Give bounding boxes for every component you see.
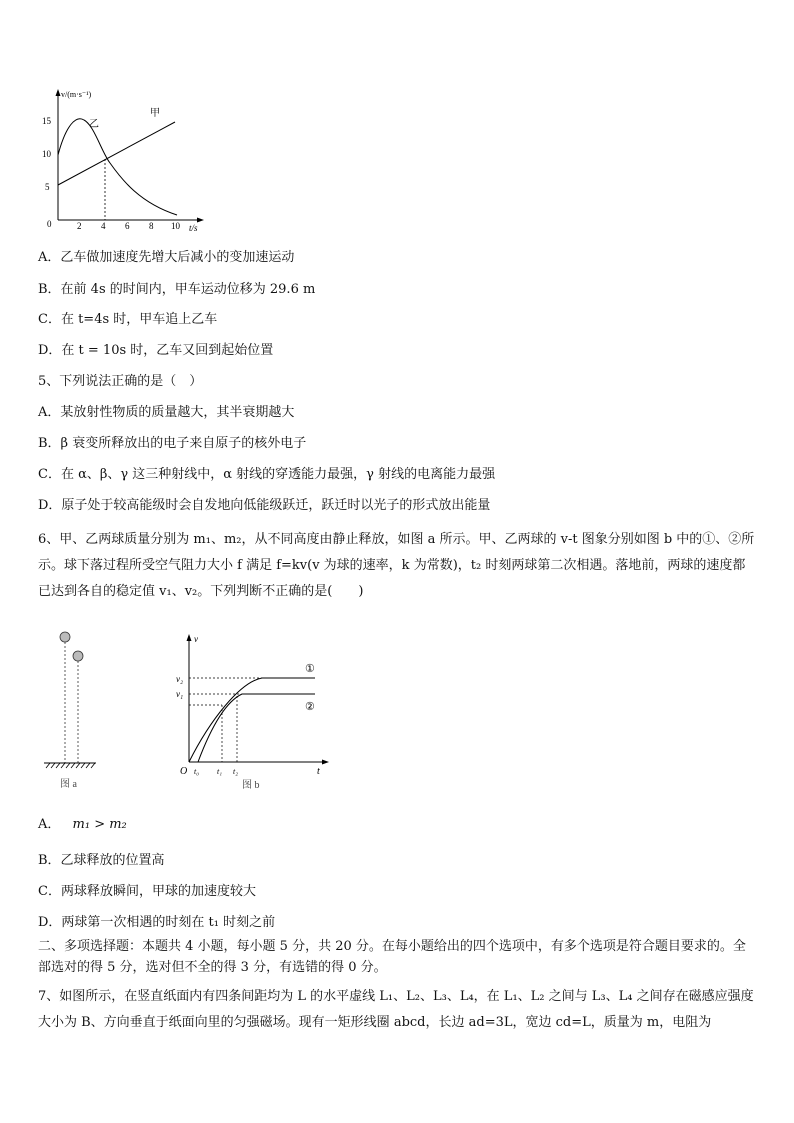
x-axis-label: t [317, 766, 320, 777]
q5-option-b: B．β 衰变所释放出的电子来自原子的核外电子 [38, 436, 307, 451]
y-axis-arrow [187, 634, 192, 641]
t1-label: t₁ [217, 767, 223, 776]
q4-option-b: B．在前 4s 的时间内，甲车运动位移为 29.6 m [38, 282, 316, 297]
x-axis-arrow [322, 760, 329, 765]
q5-option-a: A．某放射性物质的质量越大，其半衰期越大 [38, 405, 295, 420]
y-tick-label: 0 [47, 219, 52, 229]
q6-option-c: C．两球释放瞬间，甲球的加速度较大 [38, 884, 256, 899]
q5-option-c: C．在 α、β、γ 这三种射线中，α 射线的穿透能力最强，γ 射线的电离能力最强 [38, 467, 496, 482]
y-axis-arrow [56, 89, 61, 96]
ball-yi [73, 651, 83, 661]
v1-label: v₁ [176, 689, 184, 699]
x-tick-label: 8 [149, 221, 154, 231]
y-axis-label: v [194, 634, 198, 644]
q4-option-a: A．乙车做加速度先增大后减小的变加速运动 [38, 250, 295, 265]
y-axis-label: v/(m·s⁻¹) [61, 90, 92, 99]
figure-a [40, 625, 100, 795]
vt-graph-jia-yi [30, 85, 210, 235]
x-tick-label: 4 [101, 221, 106, 231]
section-2-heading: 二、多项选择题：本题共 4 小题，每小题 5 分，共 20 分。在每小题给出的四个选项中，有多个选项是符合题目要求的。全部选对的得 5 分，选对但不全的得 3 分，有选错的得 0 分。 [38, 939, 746, 975]
q6-option-a [38, 816, 127, 834]
q6-option-a-letter: A． [38, 817, 61, 832]
q5-stem: 5、下列说法正确的是（ ） [38, 374, 203, 389]
curve-label-yi: 乙 [89, 119, 99, 130]
origin-label: O [180, 766, 188, 777]
y-tick-label: 15 [42, 116, 51, 126]
q5-option-d: D．原子处于较高能级时会自发地向低能级跃迁，跃迁时以光子的形式放出能量 [38, 498, 491, 513]
curve-2-label: ② [305, 701, 315, 713]
q6-option-d: D．两球第一次相遇的时刻在 t₁ 时刻之前 [38, 915, 276, 930]
t2-label: t₂ [233, 767, 239, 776]
curve-label-jia: 甲 [150, 108, 160, 119]
figure-b [170, 630, 340, 795]
ball-jia [60, 632, 70, 642]
y-tick-label: 5 [45, 182, 50, 192]
x-axis-arrow [197, 218, 204, 223]
v2-label: v₂ [176, 674, 184, 684]
t0-label: t₀ [194, 767, 200, 776]
x-tick-label: 6 [125, 221, 130, 231]
curve-yi [58, 119, 177, 215]
y-tick-label: 10 [42, 149, 51, 159]
q7-stem: 7、如图所示，在竖直纸面内有四条间距均为 L 的水平虚线 L₁、L₂、L₃、L₄，在 L₁、L₂ 之间与 L₃、L₄ 之间存在磁感应强度大小为 B、方向垂直于纸面向里的匀强磁场。现有一矩形线圈 abcd，长边 ad=3L，宽边 cd=L，质量为 m，电阻为 [38, 989, 754, 1030]
q4-option-c: C．在 t=4s 时，甲车追上乙车 [38, 312, 218, 327]
curve-1-label: ① [305, 663, 315, 675]
q6-stem: 6、甲、乙两球质量分别为 m₁、m₂，从不同高度由静止释放，如图 a 所示。甲、乙两球的 v-t 图象分别如图 b 中的①、②所示。球下落过程所受空气阻力大小 f 满足 f=kv(v 为球的速率，k 为常数)，t₂ 时刻两球第二次相遇。落地前，两球的速度都已达到各自的稳定值 v₁、v₂。下列判断不正确的是( ) [38, 532, 755, 599]
q4-option-d: D．在 t = 10s 时，乙车又回到起始位置 [38, 343, 274, 358]
curve-1 [189, 678, 315, 762]
q6-option-b: B．乙球释放的位置高 [38, 853, 165, 868]
figure-a-caption: 图 a [60, 779, 77, 790]
x-tick-label: 10 [171, 221, 180, 231]
x-tick-label: 2 [77, 221, 82, 231]
x-axis-label: t/s [189, 223, 198, 233]
ground-hatching [46, 763, 95, 768]
curve-jia [58, 122, 175, 185]
figure-b-caption: 图 b [242, 780, 260, 791]
q6-option-a-math: m₁ > m₂ [72, 817, 127, 832]
curve-2 [198, 694, 315, 762]
